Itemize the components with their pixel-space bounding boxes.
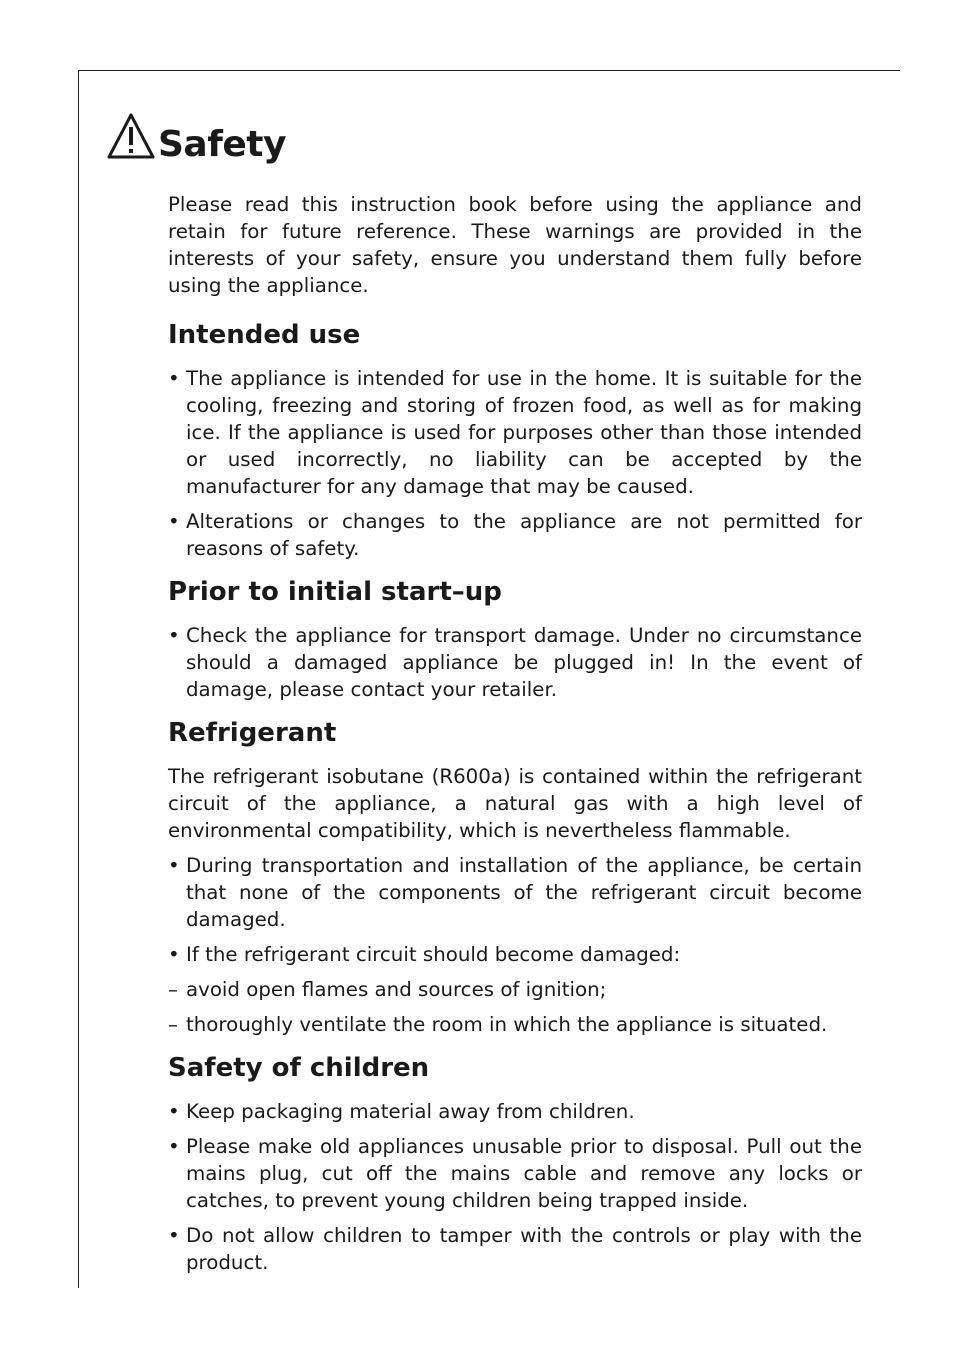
list-item-text: During transportation and installation of the appliance, be certain that none of the components of the refrigerant circuit become damaged. xyxy=(186,854,862,931)
left-rule xyxy=(78,70,79,1288)
list-item xyxy=(168,508,862,562)
list-item xyxy=(168,1222,862,1276)
list-item xyxy=(168,1098,862,1125)
content xyxy=(168,191,862,1276)
bullet-marker: • xyxy=(168,367,180,390)
heading-safety-of-children: Safety of children xyxy=(168,1053,430,1083)
heading-intended-use: Intended use xyxy=(168,320,361,350)
list-item-text: Do not allow children to tamper with the controls or play with the product. xyxy=(186,1224,862,1274)
top-rule xyxy=(78,70,900,71)
bullet-marker: • xyxy=(168,1224,180,1247)
title-row xyxy=(106,100,286,165)
list-item xyxy=(168,852,862,933)
warning-triangle-icon xyxy=(106,112,156,160)
list-item xyxy=(168,365,862,500)
intro-paragraph: Please read this instruction book before using the appliance and retain for future reference. These warnings are provided in the interests of your safety, ensure you understand them fully before using the appliance. xyxy=(168,193,862,297)
bullet-marker: • xyxy=(168,624,180,647)
list-item xyxy=(168,1133,862,1214)
dash-item-text: thoroughly ventilate the room in which the appliance is situated. xyxy=(186,1013,828,1036)
dash-item-text: avoid open flames and sources of ignition; xyxy=(186,978,607,1001)
list-item-text: Check the appliance for transport damage. Under no circumstance should a damaged appliance be plugged in! In the event of damage, please contact your retailer. xyxy=(186,624,862,701)
dash-item xyxy=(168,1011,862,1038)
bullet-marker: • xyxy=(168,510,180,533)
page-title: Safety xyxy=(158,124,286,165)
bullet-marker: • xyxy=(168,943,180,966)
dash-marker: – xyxy=(168,978,178,1001)
list-item-text: Please make old appliances unusable prior to disposal. Pull out the mains plug, cut off the mains cable and remove any locks or catches, to prevent young children being trapped inside. xyxy=(186,1135,862,1212)
dash-marker: – xyxy=(168,1013,178,1036)
list-item xyxy=(168,622,862,703)
heading-refrigerant: Refrigerant xyxy=(168,718,337,748)
refrigerant-paragraph: The refrigerant isobutane (R600a) is contained within the refrigerant circuit of the appliance, a natural gas with a high level of environmental compatibility, which is nevertheless flammable. xyxy=(168,765,862,842)
dash-item xyxy=(168,976,862,1003)
list-item-text: The appliance is intended for use in the home. It is suitable for the cooling, freezing and storing of frozen food, as well as for making ice. If the appliance is used for purposes other than those intended or used incorrectly, no liability can be accepted by the manufacturer for any damage that may be caused. xyxy=(186,367,862,498)
bullet-marker: • xyxy=(168,1100,180,1123)
bullet-marker: • xyxy=(168,854,180,877)
list-item-text: Keep packaging material away from children. xyxy=(186,1100,635,1123)
list-item-text: Alterations or changes to the appliance are not permitted for reasons of safety. xyxy=(186,510,862,560)
list-item xyxy=(168,941,862,968)
heading-prior-to-start-up: Prior to initial start–up xyxy=(168,577,502,607)
bullet-marker: • xyxy=(168,1135,180,1158)
list-item-text: If the refrigerant circuit should become damaged: xyxy=(186,943,681,966)
